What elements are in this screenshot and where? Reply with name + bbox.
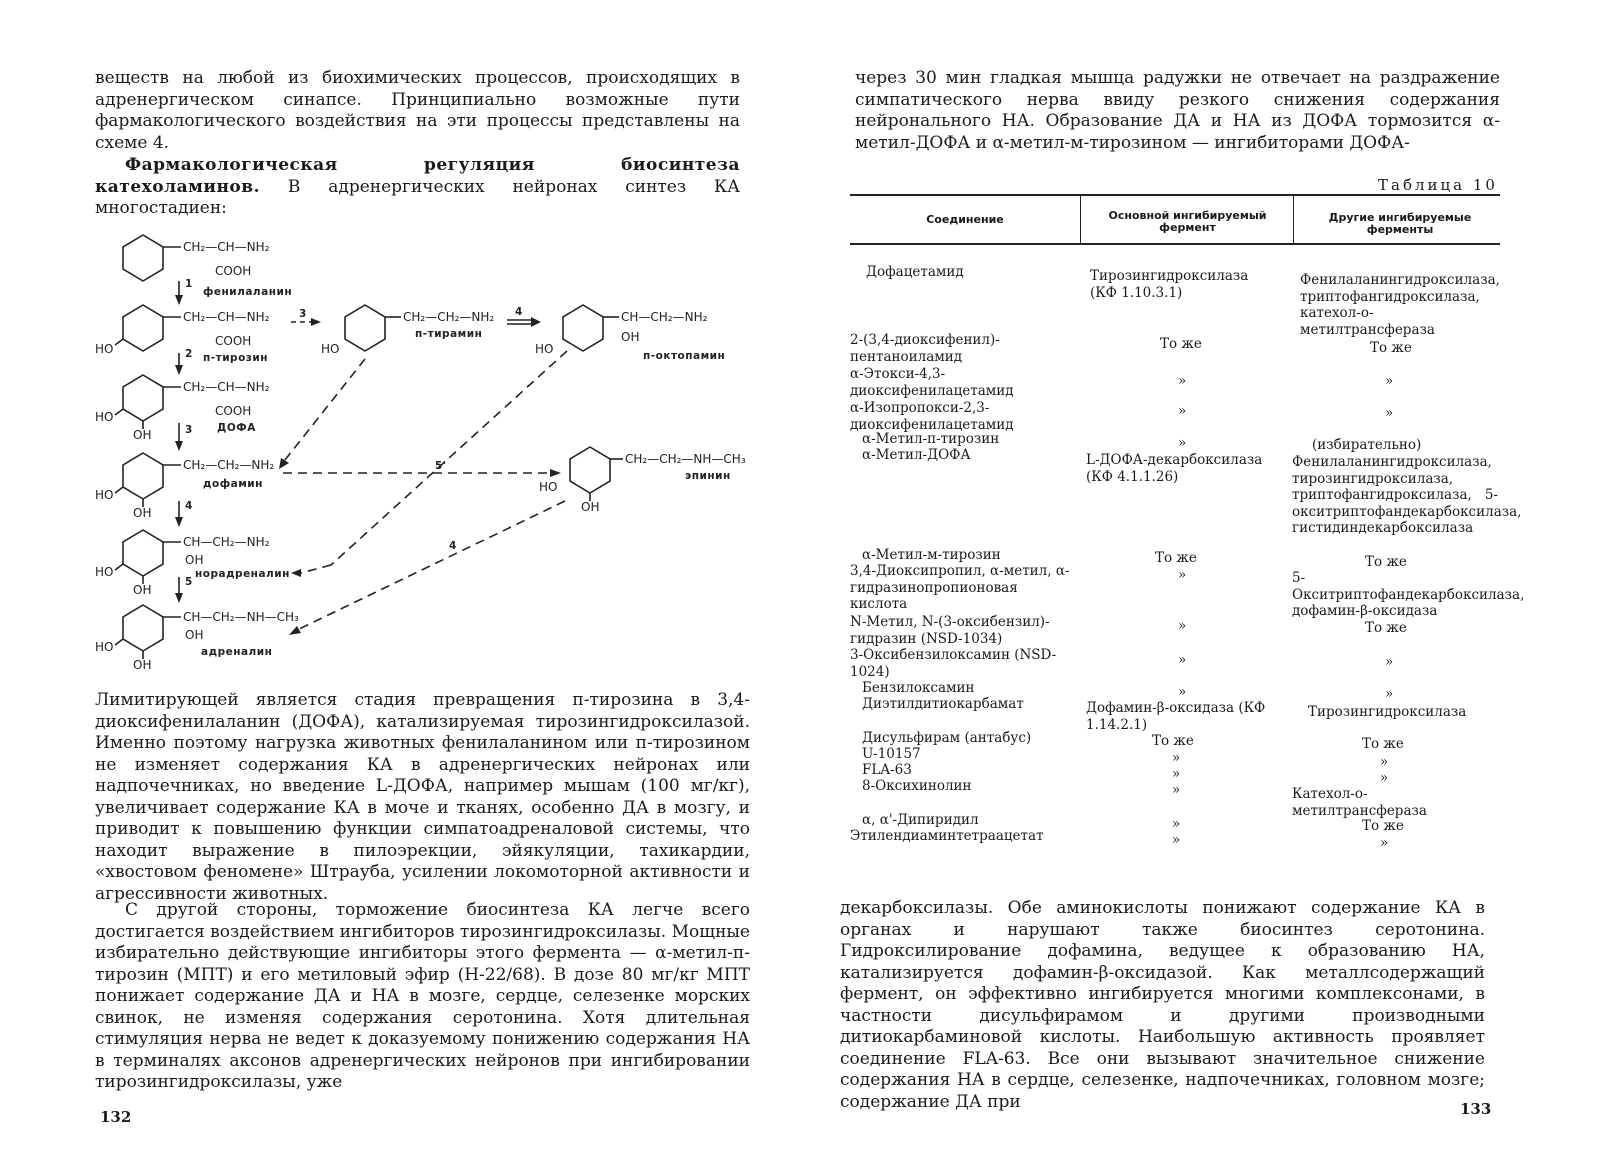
other-enzyme-cell: Катехол-о-метилтрансфераза	[1292, 786, 1427, 819]
header-other-enzymes: Другие ингибируемые ферменты	[1328, 211, 1472, 236]
compound-cell: α-Этокси-4,3-диоксифенилацетамид	[850, 366, 1014, 399]
main-enzyme-cell: »	[1178, 684, 1187, 700]
main-enzyme-cell: То же	[1160, 336, 1202, 352]
left-paragraph-2: Лимитирующей является стадия превращения п-тирозина в 3,4-диоксифенилаланин (ДОФА), катализируемая тирозингидроксилазой. Именно поэтому нагрузка животных фенилаланином или п-тирозином не изменяет содержания КА в адренергических нейронах или надпочечниках, но введение L-ДОФА, например мышам (100 мг/кг), увеличивает содержание КА в моче и тканях, особенно ДА в мозгу, и приводит к повышению функции симпатоадреналовой системы, что находит выражение в пилоэрекции, эйякуляции, тахикардии, «хвостовом феномене» Штрауба, усилении локомоторной активности и агрессивности животных.	[95, 690, 750, 904]
step-label-5: 5	[185, 576, 193, 588]
label-dopamine: дофамин	[203, 478, 263, 490]
main-enzyme-cell: »	[1178, 435, 1187, 451]
step-label-3-side: 3	[299, 308, 307, 320]
phenylalanine-ring	[123, 235, 163, 281]
adrenaline-side-chain: CH—CH₂—NH—CH₃	[183, 610, 299, 624]
noradrenaline-side-chain: CH—CH₂—NH₂	[183, 535, 270, 549]
main-enzyme-cell: »	[1172, 816, 1181, 832]
main-enzyme-cell: То же	[1155, 550, 1197, 566]
main-enzyme-cell: »	[1178, 403, 1187, 419]
table-header-rule	[850, 243, 1500, 245]
label-p-tyrosine: п-тирозин	[203, 352, 268, 364]
other-enzyme-cell: Фенилаланингидроксилаза, тирозингидроксилаза, триптофангидроксилаза, 5-окситриптофандекарбоксилаза, гистидиндекарбоксилаза	[1292, 454, 1522, 536]
dopa-ho: HO	[95, 410, 114, 424]
dopa-cooh: COOH	[215, 404, 252, 418]
other-enzyme-cell: Фенилаланингидроксилаза, триптофангидроксилаза, катехол-о-метилтрансфераза	[1300, 272, 1500, 338]
main-enzyme-cell: Дофамин-β-оксидаза (КФ 1.14.2.1)	[1086, 700, 1266, 733]
header-compound: Соединение	[926, 213, 1004, 226]
other-enzyme-cell: »	[1380, 770, 1389, 786]
epinine-ho: HO	[539, 480, 558, 494]
label-p-tyramine: п-тирамин	[415, 328, 483, 340]
compound-cell: Бензилоксамин	[862, 680, 975, 696]
compound-cell: 3-Оксибензилоксамин (NSD-1024)	[850, 647, 1057, 680]
compound-cell: Дисульфирам (антабус)	[862, 730, 1032, 746]
other-enzyme-cell: »	[1385, 654, 1394, 670]
dopamine-oh: OH	[133, 506, 152, 520]
main-enzyme-cell: »	[1178, 618, 1187, 634]
noradrenaline-oh: OH	[133, 583, 152, 597]
compound-cell: α-Метил-м-тирозин	[862, 547, 1001, 563]
dopamine-side-chain: CH₂—CH₂—NH₂	[183, 458, 275, 472]
phenylalanine-cooh: COOH	[215, 264, 252, 278]
compound-cell: 8-Оксихинолин	[862, 778, 972, 794]
other-enzyme-cell: То же	[1362, 736, 1404, 752]
other-enzyme-cell: То же	[1362, 818, 1404, 834]
label-p-octopamine: п-октопамин	[643, 350, 726, 362]
compound-cell: U-10157	[862, 746, 921, 762]
right-paragraph-2: декарбоксилазы. Обе аминокислоты понижают содержание КА в органах и нарушают также биосинтез серотонина. Гидроксилирование дофамина, ведущее к образованию НА, катализируется дофамин-β-оксидазой. Как металлсодержащий фермент, он эффективно ингибируется многими комплексонами, в частности дисульфирамом и другими производными дитиокарбаминовой кислоты. Наибольшую активность проявляет соединение FLA-63. Все они вызывают значительное снижение содержания НА в сердце, селезенке, надпочечниках, головном мозге; содержание ДА при	[840, 898, 1485, 1112]
tyramine-to-dopamine-arrow	[281, 359, 365, 465]
step-label-4-lower: 4	[449, 540, 457, 552]
adrenaline-beta-oh: OH	[185, 628, 204, 642]
other-enzyme-cell: »	[1380, 835, 1389, 851]
section-heading-tail: В адренергических нейронах синтез КА многостадиен:	[95, 176, 741, 218]
step-label-4-side: 4	[515, 306, 523, 318]
other-enzyme-cell: То же	[1365, 620, 1407, 636]
other-enzyme-cell: »	[1385, 686, 1394, 702]
tyrosine-cooh: COOH	[215, 334, 252, 348]
step-label-3: 3	[185, 424, 193, 436]
left-heading-paragraph	[95, 155, 740, 220]
main-enzyme-cell: То же	[1152, 733, 1194, 749]
label-adrenaline: адреналин	[201, 646, 273, 658]
octopamine-ho: HO	[535, 342, 554, 356]
step-label-5-prime: 5'	[435, 460, 447, 472]
other-enzyme-cell: Тирозингидроксилаза	[1308, 704, 1467, 720]
compound-cell: Дофацетамид	[866, 264, 964, 280]
octopamine-to-noradrenaline-arrow	[331, 351, 567, 565]
main-enzyme-cell: »	[1172, 766, 1181, 782]
main-enzyme-cell: »	[1178, 373, 1187, 389]
main-enzyme-cell: »	[1178, 567, 1187, 583]
step-label-4: 4	[185, 500, 193, 512]
right-paragraph-1: через 30 мин гладкая мышца радужки не отвечает на раздражение симпатического нерва ввиду резкого снижения содержания нейронального НА. Образование ДА и НА из ДОФА тормозится α-метил-ДОФА и α-метил-м-тирозином — ингибиторами ДОФА-	[855, 68, 1500, 153]
main-enzyme-cell: »	[1172, 750, 1181, 766]
compound-cell: 3,4-Диоксипропил, α-метил, α-гидразинопропионовая кислота	[850, 563, 1070, 612]
other-enzyme-cell: (избирательно)	[1312, 437, 1422, 453]
label-dopa: ДОФА	[217, 422, 256, 434]
step-label-2: 2	[185, 348, 193, 360]
tyramine-ho: HO	[321, 342, 340, 356]
other-enzyme-cell: То же	[1370, 340, 1412, 356]
dopa-ring	[123, 375, 163, 421]
compound-cell: α-Изопропокси-2,3-диоксифенилацетамид	[850, 400, 1014, 433]
page-number-right: 133	[1460, 1100, 1492, 1118]
compound-cell: N-Метил, N-(3-оксибензил)-гидразин (NSD-1034)	[850, 614, 1050, 647]
left-paragraph-3: С другой стороны, торможение биосинтеза КА легче всего достигается воздействием ингибиторов тирозингидроксилазы. Мощные избирательно действующие ингибиторы этого фермента — α-метил-п-тирозин (МПТ) и его метиловый эфир (Н-22/68). В дозе 80 мг/кг МПТ понижает содержание ДА и НА в мозге, сердце, селезенке морских свинок, не изменяя содержания серотонина. Хотя длительная стимуляция нерва не ведет к доказуемому понижению содержания НА в терминалях аксонов адренергических нейронов при ингибировании тирозингидроксилазы, уже	[95, 900, 750, 1092]
other-enzyme-cell: То же	[1365, 554, 1407, 570]
other-enzyme-cell: »	[1385, 405, 1394, 421]
noradrenaline-ring	[123, 530, 163, 576]
compound-cell: 2-(3,4-диоксифенил)-пентаноиламид	[850, 332, 1000, 365]
label-noradrenaline: норадреналин	[195, 568, 290, 580]
main-enzyme-cell: »	[1172, 782, 1181, 798]
label-phenylalanine: фенилаланин	[203, 286, 293, 298]
noradrenaline-ho: HO	[95, 565, 114, 579]
table-vrule-2	[1293, 194, 1294, 244]
compound-cell: FLA-63	[862, 762, 912, 778]
epinine-side-chain: CH₂—CH₂—NH—CH₃	[625, 452, 746, 466]
main-enzyme-cell: »	[1178, 652, 1187, 668]
compound-cell: α, α'-Дипиридил	[862, 812, 979, 828]
label-epinine: эпинин	[685, 470, 731, 482]
other-enzyme-cell: »	[1385, 373, 1394, 389]
compound-cell: α-Метил-ДОФА	[862, 447, 971, 463]
dopa-oh: OH	[133, 428, 152, 442]
tyramine-side-chain: CH₂—CH₂—NH₂	[403, 310, 495, 324]
dopamine-ho: HO	[95, 488, 114, 502]
other-enzyme-cell: »	[1380, 754, 1389, 770]
octopamine-side-chain: CH—CH₂—NH₂	[621, 310, 708, 324]
adrenaline-oh: OH	[133, 658, 152, 670]
dopa-side-chain: CH₂—CH—NH₂	[183, 380, 270, 394]
phenylalanine-side-chain: CH₂—CH—NH₂	[183, 240, 270, 254]
section-heading: Фармакологическая регуляция биосинтеза катехоламинов.	[95, 155, 740, 197]
p-octopamine-ring	[563, 305, 603, 351]
p-tyrosine-ring	[123, 305, 163, 351]
dopamine-ring	[123, 453, 163, 499]
tyrosine-side-chain: CH₂—CH—NH₂	[183, 310, 270, 324]
compound-cell: α-Метил-п-тирозин	[862, 431, 1000, 447]
header-main-enzyme: Основной ингибируемый фермент	[1108, 209, 1267, 234]
epinine-to-adrenaline-arrow	[295, 501, 565, 631]
compound-cell: Этилендиаминтетраацетат	[850, 828, 1044, 844]
p-tyramine-ring	[345, 305, 385, 351]
left-paragraph-1: веществ на любой из биохимических процессов, происходящих в адренергическом синапсе. Принципиально возможные пути фармакологического воздействия на эти процессы представлены на схеме 4.	[95, 68, 740, 153]
table-top-rule	[850, 194, 1500, 196]
main-enzyme-cell: L-ДОФА-декарбоксилаза (КФ 4.1.1.26)	[1086, 452, 1263, 485]
adrenaline-ho: HO	[95, 640, 114, 654]
biosynthesis-scheme	[95, 225, 785, 670]
other-enzyme-cell: 5-Окситриптофандекарбоксилаза, дофамин-β-оксидаза	[1292, 570, 1525, 619]
main-enzyme-cell: »	[1172, 832, 1181, 848]
compound-cell: Диэтилдитиокарбамат	[862, 696, 1024, 712]
to-noradrenaline-arrow	[301, 565, 331, 573]
table-caption: Таблица 10	[1378, 176, 1498, 194]
noradrenaline-beta-oh: OH	[185, 553, 204, 567]
main-enzyme-cell: Тирозингидроксилаза (КФ 1.10.3.1)	[1090, 268, 1249, 301]
step-label-1: 1	[185, 278, 193, 290]
table-vrule-1	[1080, 194, 1081, 244]
octopamine-oh: OH	[621, 330, 640, 344]
epinine-ring	[570, 447, 610, 493]
page-number-left: 132	[100, 1108, 132, 1126]
epinine-oh: OH	[581, 500, 600, 514]
tyrosine-ho: HO	[95, 342, 114, 356]
adrenaline-ring	[123, 605, 163, 651]
